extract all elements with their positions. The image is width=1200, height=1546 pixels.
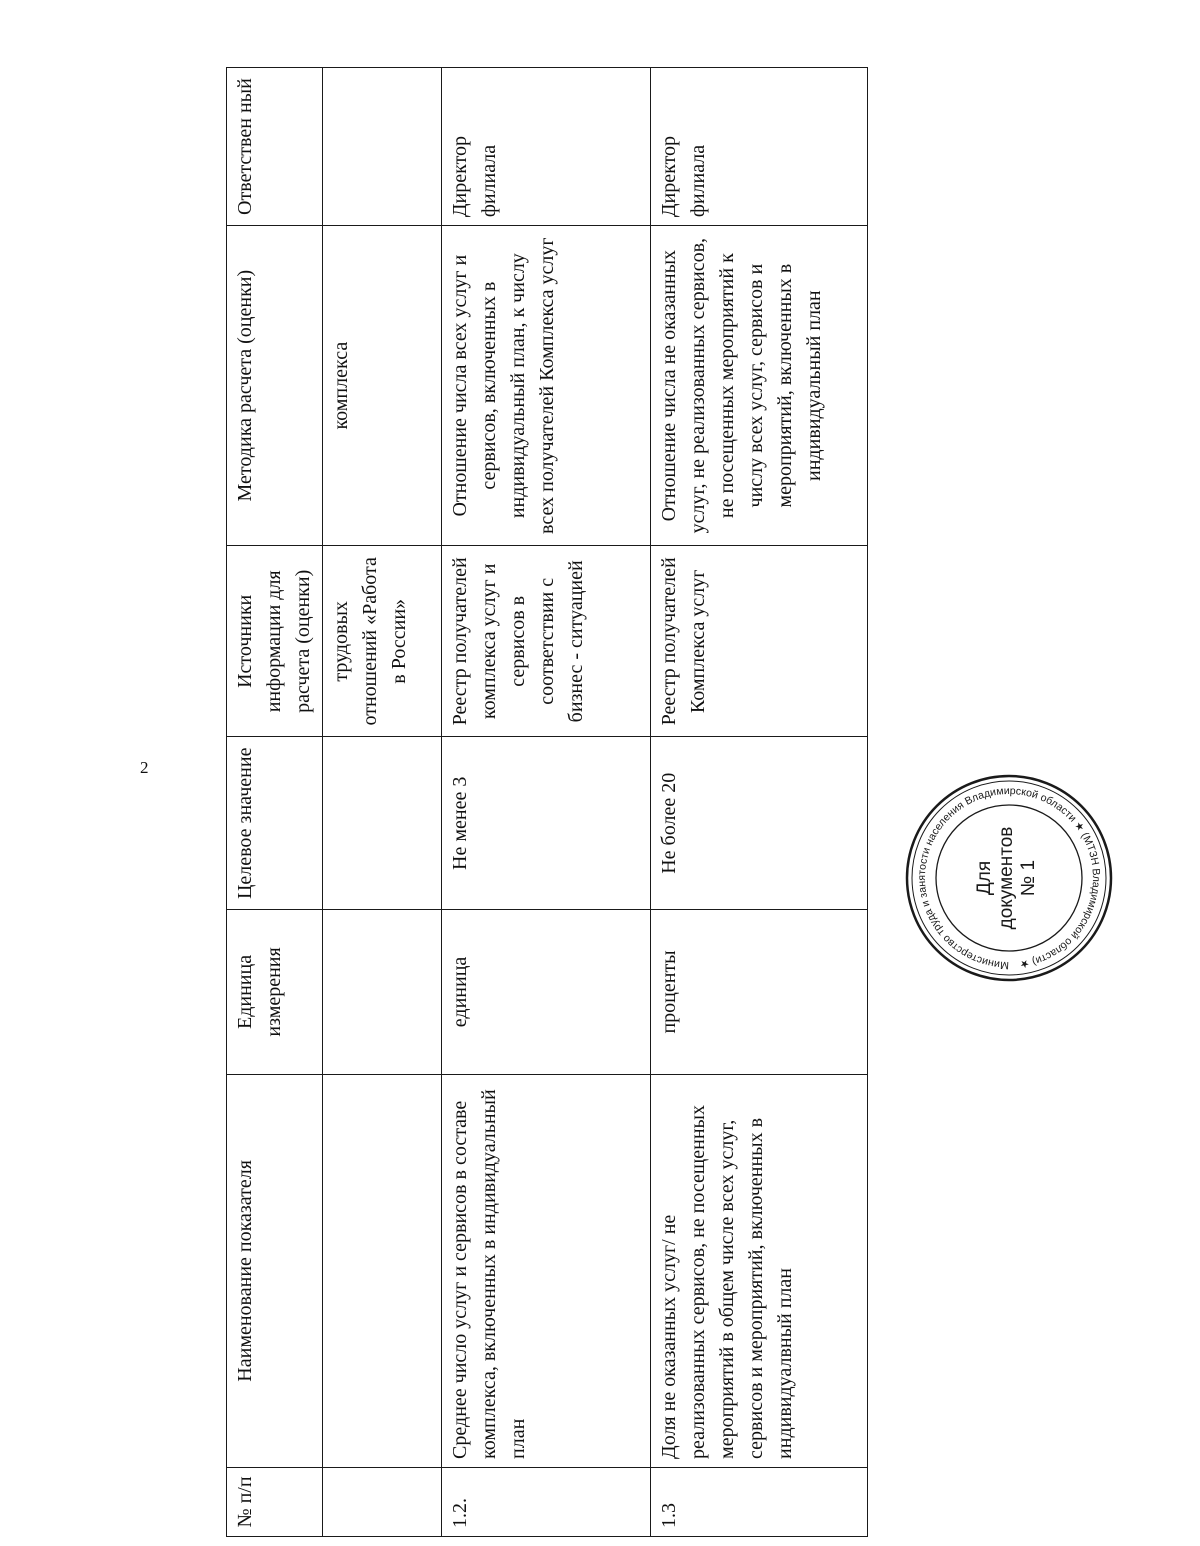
header-row xyxy=(227,68,323,1537)
cell-target: Не менее 3 xyxy=(442,737,651,910)
cell-name: Среднее число услуг и сервисов в составе комплекса, включенных в индивидуальный план xyxy=(442,1074,651,1467)
header-unit: Единица измерения xyxy=(227,910,323,1075)
table-row-continuation xyxy=(323,68,442,1537)
cell-empty xyxy=(323,1467,442,1536)
table-row xyxy=(442,68,651,1537)
cell-empty xyxy=(323,1074,442,1467)
cell-empty xyxy=(323,910,442,1075)
header-target: Целевое значение xyxy=(227,737,323,910)
cell-unit: единица xyxy=(442,910,651,1075)
cell-source: трудовых отношений «Работа в России» xyxy=(323,546,442,737)
stamp-center-line: Для xyxy=(974,860,995,896)
header-name: Наименование показателя xyxy=(227,1074,323,1467)
stamp-center xyxy=(974,773,1040,983)
header-num: № п/п xyxy=(227,1467,323,1536)
page-number: 2 xyxy=(140,758,149,777)
stamp-center-line: № 1 xyxy=(1018,859,1039,897)
indicators-table xyxy=(226,67,868,1537)
table-row xyxy=(651,68,868,1537)
official-stamp xyxy=(904,773,1114,983)
stamp-center-line: документов xyxy=(996,826,1017,930)
cell-method: комплекса xyxy=(323,226,442,546)
cell-source: Реестр получателей комплекса услуг и сервисов в соответствии с бизнес - ситуацией xyxy=(442,546,651,737)
cell-num: 1.2. xyxy=(442,1467,651,1536)
stamp-ring-text: Министерство труда и занятости населения Владимирской области ★ (МТЗН Владимирской области) ★ xyxy=(915,784,1103,972)
header-method: Методика расчета (оценки) xyxy=(227,226,323,546)
cell-name: Доля не оказанных услуг/ не реализованных сервисов, не посещенных мероприятий в общем числе всех услуг, сервисов и мероприятий, включенных в индивидуалвный план xyxy=(651,1074,868,1467)
cell-num: 1.3 xyxy=(651,1467,868,1536)
cell-unit: проценты xyxy=(651,910,868,1075)
header-source: Источники информации для расчета (оценки) xyxy=(227,546,323,737)
cell-target: Не более 20 xyxy=(651,737,868,910)
cell-source: Реестр получателей Комплекса услуг xyxy=(651,546,868,737)
cell-empty xyxy=(323,737,442,910)
cell-responsible: Директор филиала xyxy=(651,68,868,226)
cell-method: Отношение числа не оказанных услуг, не реализованных сервисов, не посещенных мероприятий к числу всех услуг, сервисов и мероприятий, включенных в индивидуальный план xyxy=(651,226,868,546)
cell-method: Отношение числа всех услуг и сервисов, включенных в индивидуальный план, к числу всех получателей Комплекса услуг xyxy=(442,226,651,546)
header-responsible: Ответствен ный xyxy=(227,68,323,226)
cell-empty xyxy=(323,68,442,226)
cell-responsible: Директор филиала xyxy=(442,68,651,226)
